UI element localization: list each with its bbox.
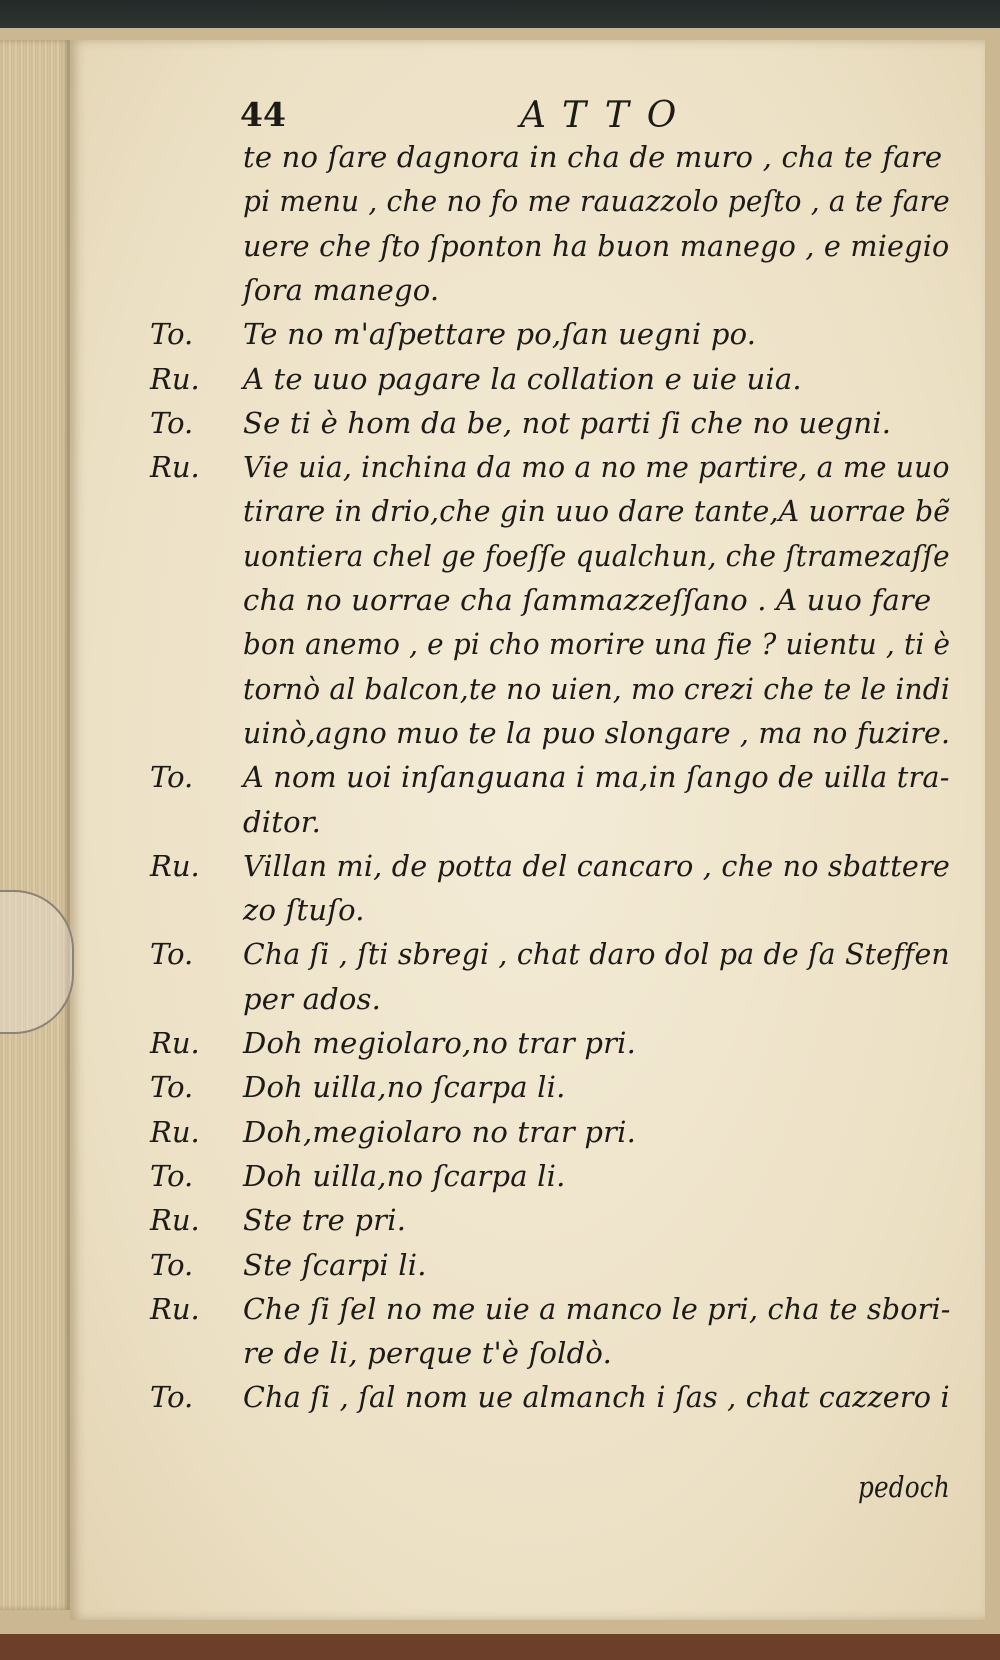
speaker-label: To. — [150, 1070, 194, 1104]
text-line: A te uuo pagare la collation e uie uia. — [243, 362, 802, 396]
running-title: ATTO — [520, 95, 695, 136]
text-line: Doh uilla,no ſcarpa li. — [243, 1070, 566, 1104]
speaker-label: Ru. — [150, 1115, 200, 1149]
speaker-label: Ru. — [150, 1026, 200, 1060]
text-line: Ste ſcarpi li. — [243, 1248, 427, 1282]
page-edges — [0, 40, 70, 1610]
speaker-label: Ru. — [150, 1203, 200, 1237]
text-line: uinò,agno muo te la puo slongare , ma no fuzire. — [243, 716, 951, 750]
text-line: re de li, perque t'è ſoldò. — [243, 1336, 612, 1370]
text-line: Che ſi ſel no me uie a manco le pri, cha te sbori- — [243, 1292, 951, 1326]
text-line: tirare in drio,che gin uuo dare tante,A uorrae bẽ — [243, 494, 951, 528]
text-line: zo ſtuſo. — [243, 893, 365, 927]
text-line: Te no m'aſpettare po,ſan uegni po. — [243, 317, 757, 351]
speaker-label: To. — [150, 937, 194, 971]
text-line: cha no uorrae cha ſammazzeſſano . A uuo fare — [243, 583, 932, 617]
text-line: Doh megiolaro,no trar pri. — [243, 1026, 637, 1060]
speaker-label: Ru. — [150, 362, 200, 396]
speaker-label: Ru. — [150, 1292, 200, 1326]
speaker-label: To. — [150, 1380, 194, 1414]
text-line: A nom uoi inſanguana i ma,in ſango de uilla tra- — [243, 760, 950, 794]
running-head — [0, 95, 1000, 145]
text-line: uontiera chel ge foeſſe qualchun, che ſtramezaſſe — [243, 539, 950, 573]
text-line: per ados. — [243, 982, 382, 1016]
speaker-label: To. — [150, 1159, 194, 1193]
text-line: ſora manego. — [243, 273, 440, 307]
text-line: bon anemo , e pi cho morire una fie ? uientu , ti è — [243, 627, 951, 661]
text-line: pi menu , che no fo me rauazzolo peſto , a te fare — [243, 184, 950, 218]
speaker-label: To. — [150, 406, 194, 440]
text-line: uere che ſto ſponton ha buon manego , e miegio — [243, 229, 950, 263]
speaker-label: To. — [150, 760, 194, 794]
text-line: te no ſare dagnora in cha de muro , cha te fare — [243, 140, 943, 174]
text-line: Villan mi, de potta del cancaro , che no sbattere — [243, 849, 951, 883]
text-line: tornò al balcon,te no uien, mo crezi che te le indi — [243, 672, 951, 706]
page-number: 44 — [240, 95, 286, 134]
bottom-background — [0, 1634, 1000, 1660]
text-line: Doh uilla,no ſcarpa li. — [243, 1159, 566, 1193]
text-line: Ste tre pri. — [243, 1203, 407, 1237]
catchword: pedoch — [858, 1470, 950, 1504]
text-line: Vie uia, inchina da mo a no me partire, a me uuo — [243, 450, 950, 484]
speaker-label: To. — [150, 1248, 194, 1282]
text-line: Cha ſi , ſal nom ue almanch i ſas , chat cazzero i — [243, 1380, 950, 1414]
text-line: Doh,megiolaro no trar pri. — [243, 1115, 637, 1149]
text-line: ditor. — [243, 805, 322, 839]
speaker-label: To. — [150, 317, 194, 351]
speaker-label: Ru. — [150, 849, 200, 883]
speaker-label: Ru. — [150, 450, 200, 484]
text-line: Cha ſi , ſti sbregi , chat daro dol pa de ſa Steffen — [243, 937, 950, 971]
text-line: Se ti è hom da be, not parti ſi che no uegni. — [243, 406, 892, 440]
